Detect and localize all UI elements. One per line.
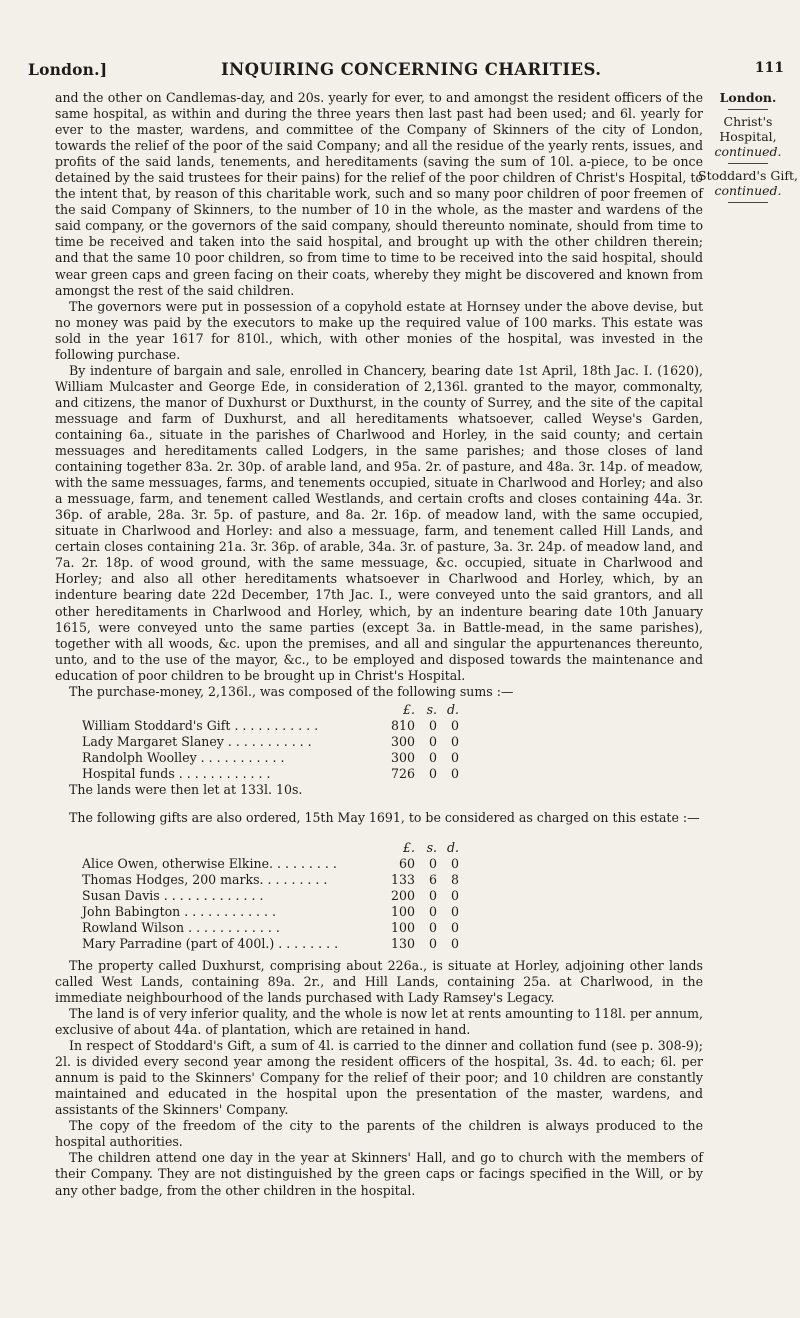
pence-cell: 0	[451, 717, 459, 733]
paragraph: In respect of Stoddard's Gift, a sum of 4l. is carried to the dinner and collation fund (see p. 308-9); 2l. is divided every second year among the resident officers of the hospital, 3s. 4d. to each; 6l. per annum is paid to the Skinners' Company for the relief of their poor; and 10 children are constantly maintained and educated in the hospital upon the presentation of the master, wardens, and assistants of the Skinners' Company.	[55, 1038, 703, 1118]
shillings-cell: 0	[429, 765, 437, 781]
purchase-money-table	[82, 702, 459, 782]
pence-cell: 0	[451, 765, 459, 781]
paragraph: The land is of very inferior quality, and the whole is now let at rents amounting to 118l. per annum, exclusive of about 44a. of plantation, which are retained in hand.	[55, 1006, 703, 1038]
paragraph: and the other on Candlemas-day, and 20s. yearly for ever, to and amongst the resident officers of the same hospital, as within and during the three years then last past had been used; and 6l. yearly for ever to the master, wardens, and committee of the Company of Skinners of the city of London, towards the relief of the poor of the said Company; and all the residue of the yearly rents, issues, and profits of the said lands, tenements, and hereditaments (saving the sum of 10l. a-piece, to be once detained by the said trustees for their pains) for the relief of the poor children of Christ's Hospital, to the intent that, by reason of this charitable work, such and so many poor children of poor freemen of the said Company of Skinners, to the number of 10 in the whole, as the master and wardens of the said company, or the governors of the said company, should thereunto nominate, should from time to time be received and taken into the said hospital, and brought up with the other children therein; and that the same 10 poor children, so from time to time to be received into the said hospital, should wear green caps and green facing on their coats, whereby they might be discovered and known from amongst the rest of the said children.	[55, 90, 703, 298]
pence-cell: 8	[451, 871, 459, 887]
pounds-cell: 726	[391, 765, 415, 781]
margin-note-christs-hospital-sub: continued.	[714, 144, 782, 159]
column-header: d.	[446, 839, 459, 855]
pence-cell: 0	[451, 887, 459, 903]
row-label: Lady Margaret Slaney . . . . . . . . . . .	[82, 733, 312, 749]
pence-cell: 0	[451, 935, 459, 951]
shillings-cell: 6	[429, 871, 437, 887]
table-row	[82, 872, 459, 888]
margin-note-christs-hospital: Christ's Hospital,	[719, 114, 777, 144]
margin-notes	[698, 90, 798, 207]
pence-cell: 0	[451, 919, 459, 935]
paragraph: The children attend one day in the year at Skinners' Hall, and go to church with the members of their Company. They are not distinguished by the green caps or facings specified in the Will, or by any other badge, from the other children in the hospital.	[55, 1150, 703, 1198]
row-label: Alice Owen, otherwise Elkine. . . . . . . . .	[82, 855, 337, 871]
shillings-cell: 0	[429, 919, 437, 935]
margin-note-stoddards-gift: Stoddard's Gift,	[698, 168, 798, 183]
row-label: Thomas Hodges, 200 marks. . . . . . . . .	[82, 871, 328, 887]
page-number: 111	[754, 60, 784, 76]
paragraph: By indenture of bargain and sale, enrolled in Chancery, bearing date 1st April, 18th Jac. I. (1620), William Mulcaster and George Ede, in consideration of 2,136l. granted to the mayor, commonalty, and citizens, the manor of Duxhurst or Duxthurst, in the county of Surrey, and the site of the capital messuage and farm of Duxhurst, and all hereditaments whatsoever, called Weyse's Garden, containing 6a., situate in the parishes of Charlwood and Horley, in the said county; and certain messuages and hereditaments called Lodgers, in the same parishes; and those closes of land containing together 83a. 2r. 30p. of arable land, and 95a. 2r. of pasture, and 48a. 3r. 14p. of meadow, with the same messuages, farms, and tenements occupied, situate in Charlwood and Horley; and also a messuage, farm, and tenement called Westlands, and certain crofts and closes containing 44a. 3r. 36p. of arable, 28a. 3r. 5p. of pasture, and 8a. 2r. 16p. of meadow land, with the same occupied, situate in Charlwood and Horley: and also a messuage, farm, and tenement called Hill Lands, and certain closes containing 21a. 3r. 36p. of arable, 34a. 3r. of pasture, 3a. 3r. 24p. of meadow land, and 7a. 2r. 18p. of wood ground, with the same messuage, &c. occupied, situate in Charlwood and Horley; and also all other hereditaments whatsoever in Charlwood and Horley, which, by an indenture bearing date 22d December, 17th Jac. I., were conveyed unto the said grantors, and all other hereditaments in Charlwood and Horley, which, by an indenture bearing date 10th January 1615, were conveyed unto the same parties (except 3a. in Battle-mead, in the same parishes), together with all woods, &c. upon the premises, and all and singular the appurtenances thereunto, unto, and to the use of the mayor, &c., to be employed and disposed towards the maintenance and education of poor children to be brought up in Christ's Hospital.	[55, 362, 703, 683]
paragraph: The governors were put in possession of a copyhold estate at Hornsey under the above devise, but no money was paid by the executors to make up the required value of 100 marks. This estate was sold in the year 1617 for 810l., which, with other monies of the hospital, was invested in the following purchase.	[55, 298, 703, 362]
paragraph: The property called Duxhurst, comprising about 226a., is situate at Horley, adjoining other lands called West Lands, containing 89a. 2r., and Hill Lands, containing 25a. at Charlwood, in the immediate neighbourhood of the lands purchased with Lady Ramsey's Legacy.	[55, 957, 703, 1005]
paragraph: The copy of the freedom of the city to the parents of the children is always produced to the hospital authorities.	[55, 1118, 703, 1150]
pounds-cell: 130	[391, 935, 415, 951]
column-header: d.	[446, 701, 459, 717]
pence-cell: 0	[451, 855, 459, 871]
row-label: Hospital funds . . . . . . . . . . . .	[82, 765, 271, 781]
pounds-cell: 300	[391, 749, 415, 765]
margin-place: London.	[719, 90, 777, 105]
table-header-row	[82, 840, 459, 856]
shillings-cell: 0	[429, 903, 437, 919]
shillings-cell: 0	[429, 749, 437, 765]
margin-rule	[728, 202, 768, 203]
pence-cell: 0	[451, 903, 459, 919]
column-header: £.	[403, 839, 415, 855]
table-row	[82, 888, 459, 904]
header-section: London.]	[28, 60, 108, 79]
row-label: John Babington . . . . . . . . . . . .	[82, 903, 276, 919]
paragraph: The lands were then let at 133l. 10s.	[69, 781, 303, 797]
running-header	[28, 60, 790, 84]
paragraph: The purchase-money, 2,136l., was composed of the following sums :—	[69, 683, 514, 699]
paragraph: The following gifts are also ordered, 15th May 1691, to be considered as charged on this estate :—	[69, 809, 700, 825]
table-row	[82, 936, 459, 952]
column-header: s.	[426, 701, 437, 717]
column-header: £.	[403, 701, 415, 717]
pounds-cell: 300	[391, 733, 415, 749]
shillings-cell: 0	[429, 717, 437, 733]
margin-rule	[728, 163, 768, 164]
table-row	[82, 766, 459, 782]
shillings-cell: 0	[429, 733, 437, 749]
row-label: Susan Davis . . . . . . . . . . . . .	[82, 887, 264, 903]
table-row	[82, 856, 459, 872]
pounds-cell: 100	[391, 919, 415, 935]
margin-note-stoddards-gift-sub: continued.	[714, 183, 782, 198]
gifts-table	[82, 840, 459, 952]
table-row	[82, 718, 459, 734]
shillings-cell: 0	[429, 935, 437, 951]
table-row	[82, 734, 459, 750]
pounds-cell: 810	[391, 717, 415, 733]
column-header: s.	[426, 839, 437, 855]
table-header-row	[82, 702, 459, 718]
table-row	[82, 904, 459, 920]
pounds-cell: 100	[391, 903, 415, 919]
pounds-cell: 133	[391, 871, 415, 887]
row-label: Rowland Wilson . . . . . . . . . . . .	[82, 919, 280, 935]
shillings-cell: 0	[429, 855, 437, 871]
pence-cell: 0	[451, 733, 459, 749]
table-row	[82, 750, 459, 766]
body-text	[55, 90, 703, 1199]
shillings-cell: 0	[429, 887, 437, 903]
row-label: Randolph Woolley . . . . . . . . . . .	[82, 749, 285, 765]
pounds-cell: 60	[399, 855, 415, 871]
margin-rule	[728, 109, 768, 110]
header-title: INQUIRING CONCERNING CHARITIES.	[221, 60, 602, 79]
table-row	[82, 920, 459, 936]
row-label: Mary Parradine (part of 400l.) . . . . . . . .	[82, 935, 339, 951]
pounds-cell: 200	[391, 887, 415, 903]
pence-cell: 0	[451, 749, 459, 765]
row-label: William Stoddard's Gift . . . . . . . . . . .	[82, 717, 319, 733]
